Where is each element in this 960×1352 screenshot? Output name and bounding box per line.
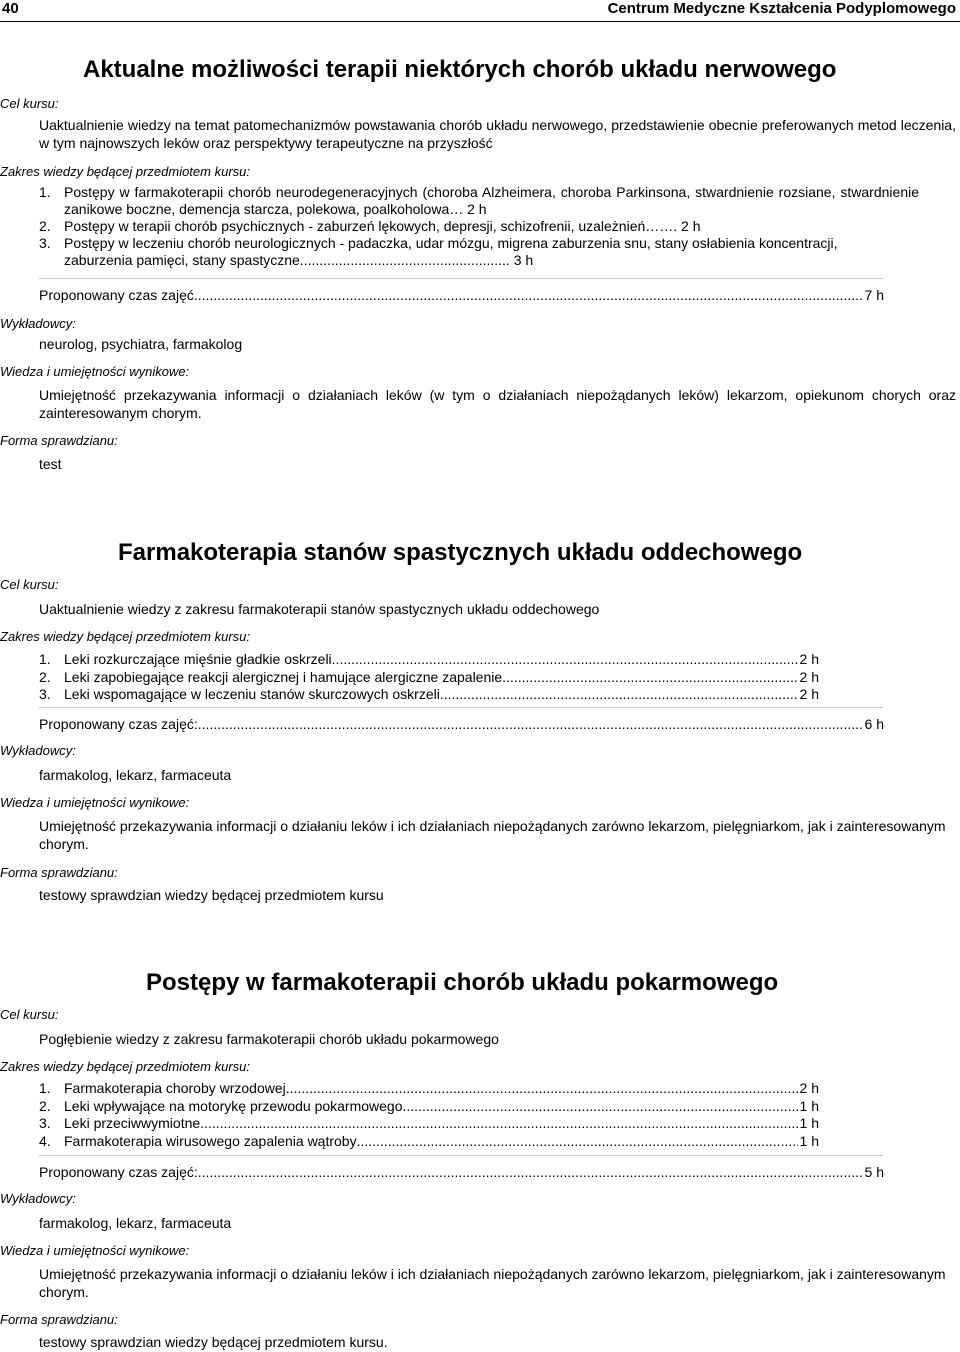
assessment-label: Forma sprawdzianu:	[0, 1312, 118, 1327]
topic-item	[39, 218, 919, 235]
topic-text: Farmakoterapia wirusowego zapalenia wątroby	[64, 1132, 357, 1149]
lecturers-label: Wykładowcy:	[0, 1191, 76, 1206]
topic-item	[39, 1080, 819, 1098]
topic-number: 3.	[39, 1115, 51, 1131]
lecturers-label: Wykładowcy:	[0, 316, 76, 331]
section-divider	[39, 707, 883, 708]
topic-number: 2.	[39, 668, 51, 685]
scope-label: Zakres wiedzy będącej przedmiotem kursu:	[0, 629, 250, 644]
time-label: Proponowany czas zajęć:	[39, 1164, 198, 1180]
topic-item	[39, 184, 919, 218]
topic-hours: 1 h	[799, 1115, 819, 1131]
topic-text: Leki wspomagające w leczeniu stanów skurczowych oskrzeli	[64, 686, 440, 702]
topic-hours: 2 h	[799, 1080, 819, 1096]
scope-label: Zakres wiedzy będącej przedmiotem kursu:	[0, 1059, 250, 1074]
time-hours: 6 h	[864, 716, 884, 732]
goal-label: Cel kursu:	[0, 96, 59, 111]
topic-number: 3.	[39, 235, 51, 251]
topic-item	[39, 1115, 819, 1133]
topic-text: Leki przeciwwymiotne	[64, 1115, 201, 1131]
proposed-time	[0, 715, 884, 733]
topic-item	[39, 1133, 819, 1151]
leader-dots	[403, 1098, 798, 1116]
topic-number: 1.	[39, 1080, 51, 1096]
leader-dots	[332, 651, 798, 669]
course-title: Aktualne możliwości terapii niektórych chorób układu nerwowego	[83, 56, 837, 83]
topic-text: Farmakoterapia choroby wrzodowej	[64, 1080, 286, 1096]
topic-item	[39, 651, 819, 669]
topic-text: Leki zapobiegające reakcji alergicznej i hamujące alergiczne zapalenie	[64, 668, 503, 685]
topic-number: 2.	[39, 218, 51, 234]
leader-dots	[194, 286, 863, 304]
proposed-time	[0, 286, 884, 304]
lecturers-text: neurolog, psychiatra, farmakolog	[39, 336, 243, 352]
topic-text: Postępy w leczeniu chorób neurologicznych - padaczka, udar mózgu, migrena zaburzenia snu, stany osłabienia koncentracji, zaburzenia pamięci, stany spastyczne...................................................... 3 h	[64, 235, 838, 268]
leader-dots	[440, 686, 798, 704]
leader-dots	[198, 715, 863, 733]
topic-hours: 1 h	[799, 1097, 819, 1114]
lecturers-text: farmakolog, lekarz, farmaceuta	[39, 767, 232, 783]
topic-number: 1.	[39, 184, 51, 200]
time-hours: 5 h	[864, 1164, 884, 1180]
section-divider	[39, 1155, 883, 1156]
goal-text: Uaktualnienie wiedzy z zakresu farmakoterapii stanów spastycznych układu oddechowego	[39, 601, 600, 617]
topic-text: Postępy w farmakoterapii chorób neurodegeneracyjnych (choroba Alzheimera, choroba Parkinsona, stwardnienie rozsiane, stwardnienie zanikowe boczne, demencja starcza, polekowa, poalkoholowa… 2 h	[64, 184, 919, 217]
leader-dots	[286, 1080, 798, 1098]
assessment-text: testowy sprawdzian wiedzy będącej przedmiotem kursu.	[39, 1334, 388, 1350]
lecturers-text: farmakolog, lekarz, farmaceuta	[39, 1215, 232, 1231]
time-hours: 7 h	[864, 287, 884, 303]
topic-item	[39, 686, 819, 704]
topic-hours: 1 h	[799, 1132, 819, 1149]
goal-label: Cel kursu:	[0, 1007, 59, 1022]
leader-dots	[200, 1115, 797, 1133]
outcomes-label: Wiedza i umiejętności wynikowe:	[0, 364, 190, 379]
outcomes-text: Umiejętność przekazywania informacji o działaniu leków i ich działaniach niepożądanych zarówno lekarzom, pielęgniarkom, jak i zainteresowanym chorym.	[39, 1266, 946, 1300]
scope-label: Zakres wiedzy będącej przedmiotem kursu:	[0, 164, 250, 179]
topic-text: Leki rozkurczające mięśnie gładkie oskrzeli	[64, 651, 332, 667]
topic-item	[39, 1098, 819, 1116]
leader-dots	[502, 669, 797, 687]
topic-number: 4.	[39, 1132, 51, 1149]
section-divider	[39, 278, 883, 279]
outcomes-text: Umiejętność przekazywania informacji o działaniu leków i ich działaniach niepożądanych zarówno lekarzom, pielęgniarkom, jak i zainteresowanym chorym.	[39, 818, 946, 852]
topic-item	[39, 235, 919, 269]
topic-number: 1.	[39, 651, 51, 667]
time-label: Proponowany czas zajęć:	[39, 716, 198, 732]
time-label: Proponowany czas zajęć	[39, 287, 194, 303]
topic-hours: 2 h	[799, 651, 819, 667]
assessment-label: Forma sprawdzianu:	[0, 433, 118, 448]
goal-text: Uaktualnienie wiedzy na temat patomechanizmów powstawania chorób układu nerwowego, przedstawienie obecnie preferowanych metod leczenia, w tym najnowszych leków oraz perspektywy terapeutyczne na przyszłość	[39, 117, 956, 151]
topic-number: 2.	[39, 1097, 51, 1114]
outcomes-text: Umiejętność przekazywania informacji o działaniach leków (w tym o działaniach niepożądanych leków) lekarzom, opiekunom chorych oraz zainteresowanym chorym.	[39, 387, 956, 421]
topic-text: Leki wpływające na motorykę przewodu pokarmowego	[64, 1097, 403, 1114]
topic-number: 3.	[39, 686, 51, 702]
assessment-text: testowy sprawdzian wiedzy będącej przedmiotem kursu	[39, 887, 384, 903]
proposed-time	[0, 1163, 884, 1181]
leader-dots	[198, 1163, 863, 1181]
lecturers-label: Wykładowcy:	[0, 743, 76, 758]
topic-item	[39, 669, 819, 687]
page-header-title: Centrum Medyczne Kształcenia Podyplomowego	[607, 0, 956, 17]
outcomes-label: Wiedza i umiejętności wynikowe:	[0, 795, 190, 810]
topic-hours: 2 h	[799, 668, 819, 685]
topic-list	[39, 1080, 819, 1150]
leader-dots	[357, 1133, 798, 1151]
goal-text: Pogłębienie wiedzy z zakresu farmakoterapii chorób układu pokarmowego	[39, 1031, 499, 1047]
assessment-label: Forma sprawdzianu:	[0, 865, 118, 880]
page-number: 40	[2, 0, 19, 17]
topic-list	[39, 184, 919, 269]
assessment-text: test	[39, 456, 62, 472]
course-title: Postępy w farmakoterapii chorób układu pokarmowego	[146, 969, 779, 996]
header-divider	[0, 21, 960, 22]
topic-hours: 2 h	[799, 686, 819, 702]
outcomes-label: Wiedza i umiejętności wynikowe:	[0, 1243, 190, 1258]
topic-text: Postępy w terapii chorób psychicznych - zaburzeń lękowych, depresji, schizofrenii, uzależnień……. 2 h	[64, 218, 701, 234]
topic-list	[39, 651, 819, 704]
course-title: Farmakoterapia stanów spastycznych układu oddechowego	[118, 539, 803, 566]
goal-label: Cel kursu:	[0, 577, 59, 592]
